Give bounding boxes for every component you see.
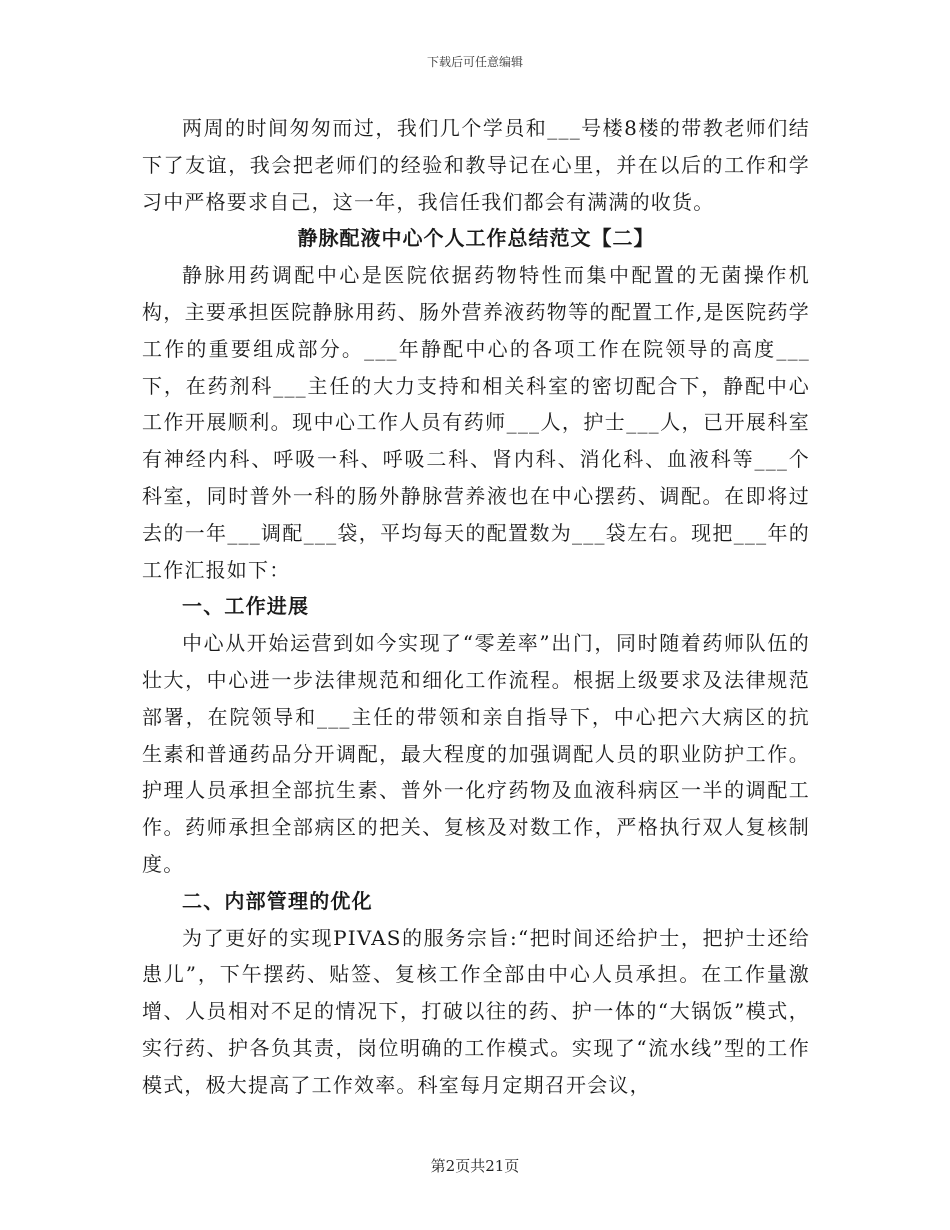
heading-work-progress: 一、工作进展 — [182, 594, 310, 619]
document-body — [142, 110, 810, 1104]
paragraph-2: 静脉用药调配中心是医院依据药物特性而集中配置的无菌操作机构，主要承担医院静脉用药、肠外营养液药物等的配置工作,是医院药学工作的重要组成部分。___年静配中心的各项工作在院领导的高度___下，在药剂科___主任的大力支持和相关科室的密切配合下，静配中心工作开展顺利。现中心工作人员有药师___人，护士___人，已开展科室有神经内科、呼吸一科、呼吸二科、肾内科、消化科、血液科等___个科室，同时普外一科的肠外静脉营养液也在中心摆药、调配。在即将过去的一年___调配___袋，平均每天的配置数为___袋左右。现把___年的工作汇报如下： — [142, 263, 810, 582]
paragraph-1: 两周的时间匆匆而过，我们几个学员和___号楼8楼的带教老师们结下了友谊，我会把老师们的经验和教导记在心里，并在以后的工作和学习中严格要求自己，这一年，我信任我们都会有满满的收货。 — [142, 116, 810, 214]
heading-internal-management: 二、内部管理的优化 — [182, 888, 373, 913]
page-number: 第2页共21页 — [430, 1157, 520, 1175]
section-title: 静脉配液中心个人工作总结范文【二】 — [297, 226, 655, 251]
paragraph-3: 中心从开始运营到如今实现了“零差率”出门，同时随着药师队伍的壮大，中心进一步法律规范和细化工作流程。根据上级要求及法律规范部署，在院领导和___主任的带领和亲自指导下，中心把六大病区的抗生素和普通药品分开调配，最大程度的加强调配人员的职业防护工作。护理人员承担全部抗生素、普外一化疗药物及血液科病区一半的调配工作。药师承担全部病区的把关、复核及对数工作，严格执行双人复核制度。 — [142, 631, 810, 876]
page-header-note: 下载后可任意编辑 — [426, 55, 523, 69]
paragraph-4: 为了更好的实现PIVAS的服务宗旨:“把时间还给护士，把护士还给患儿”，下午摆药、贴签、复核工作全部由中心人员承担。在工作量激增、人员相对不足的情况下，打破以往的药、护一体的“大锅饭”模式，实行药、护各负其责，岗位明确的工作模式。实现了“流水线”型的工作模式，极大提高了工作效率。科室每月定期召开会议， — [142, 925, 810, 1097]
